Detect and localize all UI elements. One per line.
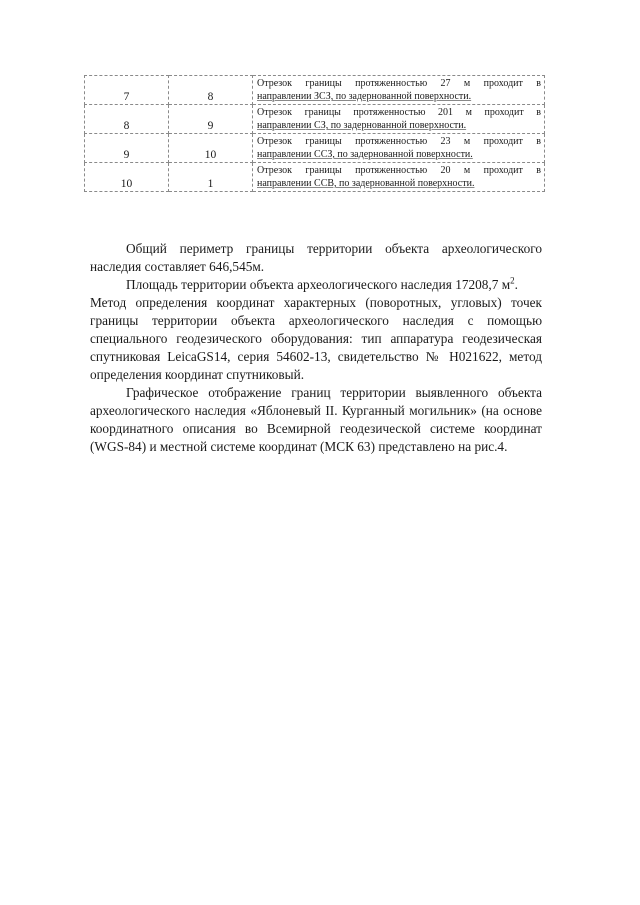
perimeter-paragraph: Общий периметр границы территории объекта археологического наследия составляет 646,545м. bbox=[90, 241, 542, 274]
description-line: направлении СЗ, по задернованной поверхности. bbox=[257, 120, 467, 131]
boundary-segments-table bbox=[84, 75, 545, 192]
segment-description-cell bbox=[253, 76, 545, 105]
from-point-cell: 7 bbox=[85, 76, 169, 105]
to-point-cell: 10 bbox=[169, 134, 253, 163]
table-row bbox=[85, 134, 545, 163]
from-point-cell: 9 bbox=[85, 134, 169, 163]
description-line: направлении ССЗ, по задернованной поверхности. bbox=[257, 149, 473, 160]
area-period: . bbox=[514, 277, 518, 292]
description-line: Отрезок границы протяженностью 201 м проходит в bbox=[257, 107, 541, 118]
description-line: направлении ССВ, по задернованной поверхности. bbox=[257, 178, 475, 189]
to-point-cell: 1 bbox=[169, 163, 253, 192]
segment-description-cell bbox=[253, 163, 545, 192]
to-point-cell: 9 bbox=[169, 105, 253, 134]
table-row bbox=[85, 105, 545, 134]
area-paragraph bbox=[90, 276, 542, 294]
segment-description-cell bbox=[253, 134, 545, 163]
body-text bbox=[90, 240, 542, 456]
description-line: Отрезок границы протяженностью 23 м проходит в bbox=[257, 136, 541, 147]
to-point-cell: 8 bbox=[169, 76, 253, 105]
from-point-cell: 8 bbox=[85, 105, 169, 134]
area-text: Площадь территории объекта археологического наследия 17208,7 м bbox=[126, 277, 511, 292]
description-line: Отрезок границы протяженностью 27 м проходит в bbox=[257, 78, 541, 89]
description-line: направлении ЗСЗ, по задернованной поверхности. bbox=[257, 91, 472, 102]
from-point-cell: 10 bbox=[85, 163, 169, 192]
table-row bbox=[85, 163, 545, 192]
segment-description-cell bbox=[253, 105, 545, 134]
method-paragraph: Метод определения координат характерных (поворотных, угловых) точек границы территории объекта археологического наследия с помощью специального геодезического оборудования: тип аппаратура геодезическая спутниковая LeicaGS14, серия 54602-13, свидетельство № Н021622, метод определения координат спутниковый. bbox=[90, 295, 542, 382]
area-unit-superscript: 2 bbox=[510, 275, 515, 286]
table-row bbox=[85, 76, 545, 105]
graphic-paragraph: Графическое отображение границ территории выявленного объекта археологического наследия «Яблоневый II. Курганный могильник» (на основе координатного описания во Всемирной геодезической системе координат (WGS-84) и местной системе координат (МСК 63) представлено на рис.4. bbox=[90, 385, 542, 454]
description-line: Отрезок границы протяженностью 20 м проходит в bbox=[257, 165, 541, 176]
